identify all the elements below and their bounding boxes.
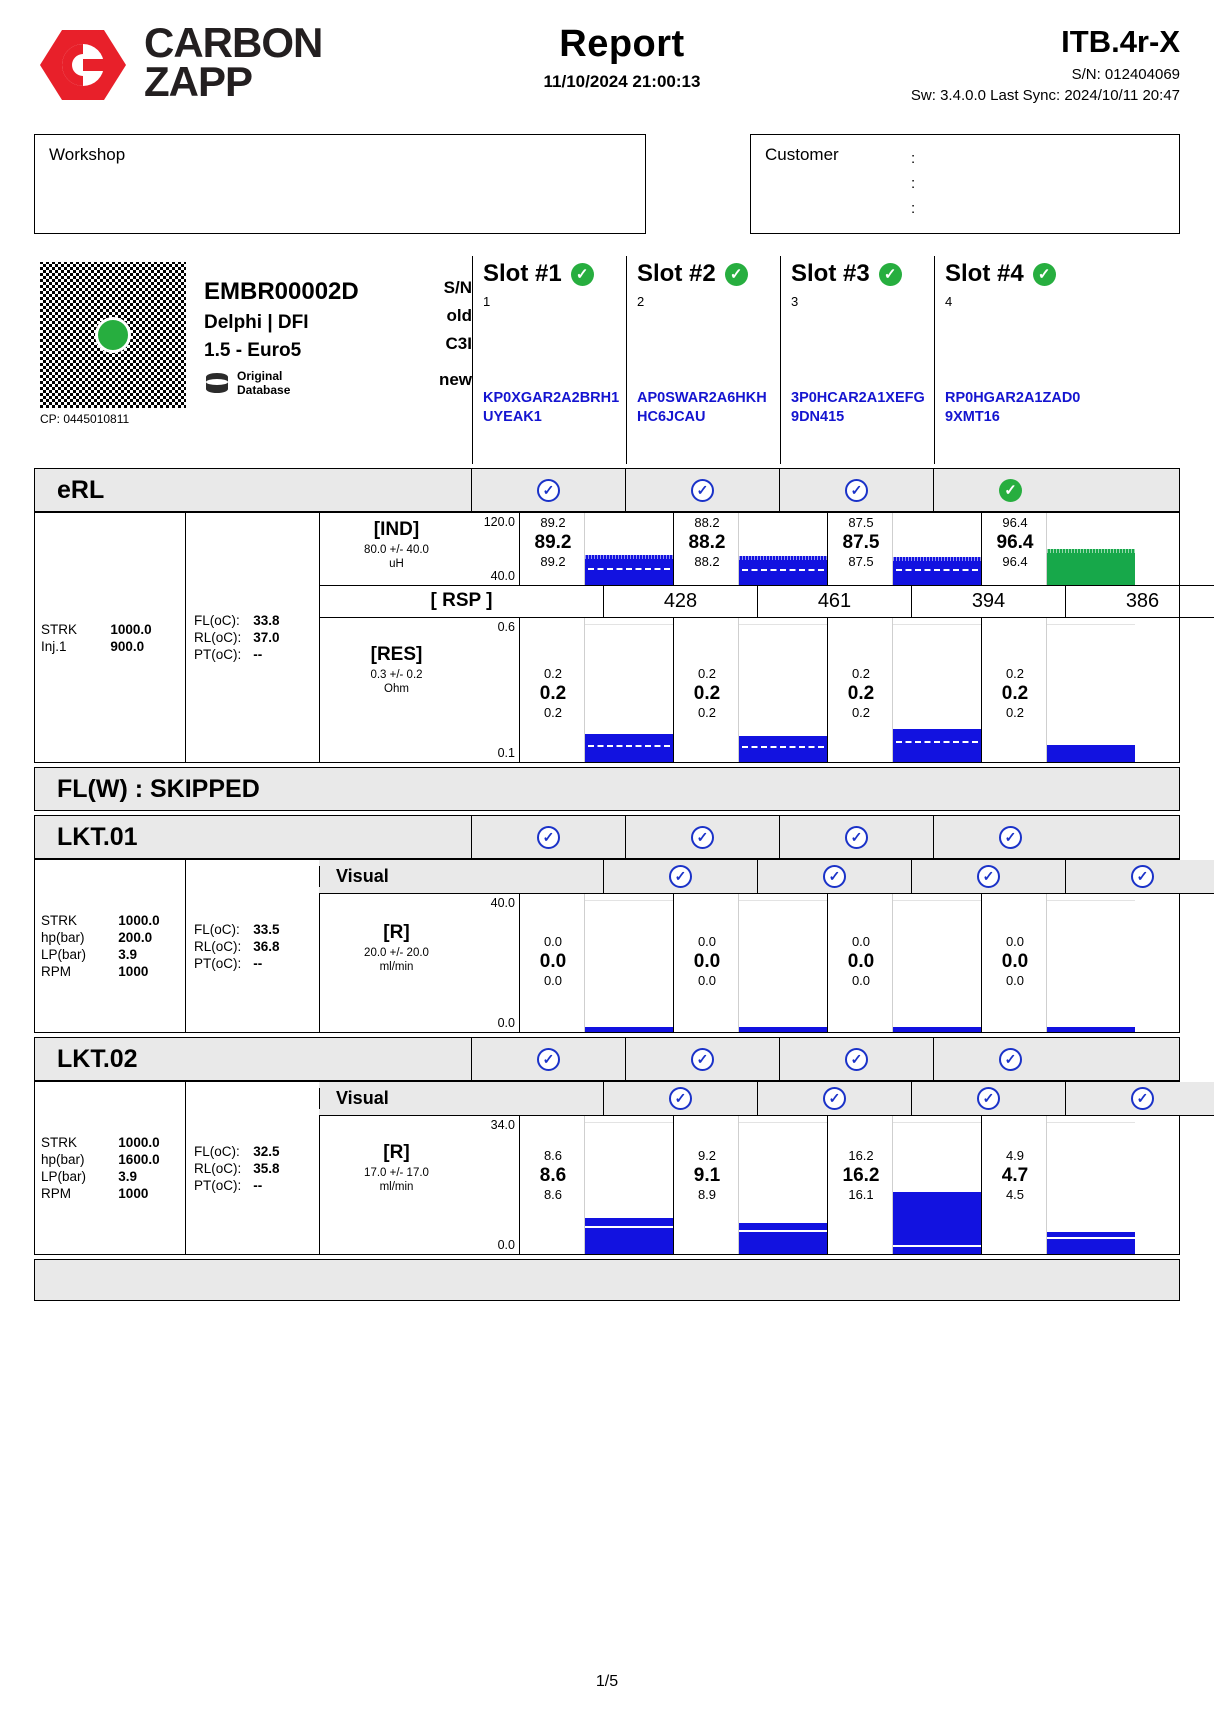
erl-rsp-value-4: 386: [1065, 586, 1214, 617]
customer-box: [750, 134, 1180, 234]
erl-temp-val-2: --: [253, 647, 263, 662]
erl-res-unit: Ohm: [384, 683, 409, 696]
lkt01-temp-val-1: 36.8: [253, 938, 280, 954]
database-icon: [204, 371, 230, 397]
erl-ind-lo-2: 88.2: [694, 554, 720, 570]
lkt02-status-slot-2: ✓: [625, 1038, 779, 1080]
lkt01-measurement-block: [34, 859, 1180, 1033]
identity-and-slots: [34, 256, 1180, 464]
slot-1-code: KP0XGAR2A2BRH1UYEAK1: [483, 389, 620, 426]
lkt02-temp-val-2: --: [253, 1177, 263, 1193]
erl-ind-hi-4: 96.4: [1002, 515, 1028, 530]
erl-res-hi-3: 0.2: [851, 666, 871, 681]
erl-temp-key-1: RL(oC):: [194, 630, 242, 645]
lkt01-visual-slot-1: ✓: [603, 860, 757, 893]
lkt02-visual-slot-3: ✓: [911, 1082, 1065, 1115]
erl-res-lo-2: 0.2: [697, 705, 717, 721]
slot-1-status-icon: ✓: [571, 263, 594, 286]
lkt01-mid-3: 0.0: [847, 950, 875, 972]
erl-ind-mid-4: 96.4: [996, 531, 1034, 553]
erl-rsp-row: [319, 585, 1214, 618]
erl-ind-chart-slot-2: [673, 513, 827, 585]
trailing-empty-band: [34, 1259, 1180, 1301]
erl-ind-unit: uH: [389, 558, 404, 571]
lkt02-hi-1: 8.6: [543, 1148, 563, 1163]
report-datetime: 11/10/2024 21:00:13: [543, 71, 701, 91]
erl-temps: [185, 513, 319, 762]
page-number: 1/5: [595, 1673, 619, 1690]
lkt01-param-key-2: LP(bar): [41, 947, 87, 962]
lkt01-lo-3: 0.0: [851, 973, 871, 989]
lkt01-hi-3: 0.0: [851, 934, 871, 949]
lkt01-hi-4: 0.0: [1005, 934, 1025, 949]
carbon-zapp-logo-icon: [34, 28, 130, 98]
section-lkt01-title: LKT.01: [57, 822, 138, 851]
erl-param-key-1: Inj.1: [41, 638, 67, 654]
lkt01-mid-4: 0.0: [1001, 950, 1029, 972]
slot-3-status-icon: ✓: [879, 263, 902, 286]
customer-dots: : : :: [911, 150, 916, 217]
c3i-label: C3I: [445, 334, 472, 353]
lkt01-visual-label: Visual: [319, 866, 603, 887]
device-model: ITB.4r-X: [1061, 24, 1180, 59]
lkt01-temps: [185, 860, 319, 1032]
lkt02-param-val-3: 1000: [118, 1186, 149, 1201]
cp-number: CP: 0445010811: [40, 412, 130, 426]
erl-res-mid-2: 0.2: [693, 682, 721, 704]
device-info: [780, 24, 1180, 104]
lkt02-hi-3: 16.2: [848, 1148, 874, 1163]
erl-ind-chart-slot-1: [519, 513, 673, 585]
lkt01-axis-top: 40.0: [490, 896, 515, 910]
lkt02-hi-4: 4.9: [1005, 1148, 1025, 1163]
erl-res-mid-4: 0.2: [1001, 682, 1029, 704]
lkt01-param-val-3: 1000: [118, 964, 149, 979]
lkt02-temp-key-2: PT(oC):: [194, 1177, 242, 1193]
slot-2-number: 2: [637, 294, 645, 309]
slot-4-code: RP0HGAR2A1ZAD09XMT16: [945, 389, 1081, 426]
erl-temp-key-0: FL(oC):: [194, 613, 240, 628]
slot-3-code: 3P0HCAR2A1XEFG9DN415: [791, 389, 925, 426]
lkt02-lo-3: 16.1: [848, 1187, 874, 1203]
lkt02-status-slot-1: ✓: [471, 1038, 625, 1080]
lkt01-temp-val-2: --: [253, 955, 263, 971]
part-info: [204, 262, 472, 398]
lkt01-visual-slot-3: ✓: [911, 860, 1065, 893]
lkt01-temp-val-0: 33.5: [253, 921, 280, 937]
lkt01-param-key-1: hp(bar): [41, 930, 85, 945]
erl-res-axis: [473, 618, 519, 762]
lkt01-chart-slot-2: [673, 894, 827, 1032]
lkt02-params: [35, 1082, 185, 1254]
erl-ind-hi-3: 87.5: [848, 515, 874, 530]
lkt01-visual-slot-2: ✓: [757, 860, 911, 893]
lkt01-lo-4: 0.0: [1005, 973, 1025, 989]
lkt01-param-val-1: 200.0: [118, 930, 153, 945]
lkt02-chart-slot-1: [519, 1116, 673, 1254]
slot-3-number: 3: [791, 294, 799, 309]
device-software: Sw: 3.4.0.0 Last Sync: 2024/10/11 20:47: [910, 87, 1180, 104]
erl-res-axis-top: 0.6: [497, 620, 515, 634]
lkt02-param-key-0: STRK: [41, 1135, 78, 1150]
report-body: [34, 256, 1180, 1301]
erl-param-val-0: 1000.0: [110, 621, 152, 637]
lkt02-meas-unit: ml/min: [379, 1181, 414, 1194]
erl-ind-axis: [473, 513, 519, 585]
lkt02-temp-key-0: FL(oC):: [194, 1143, 240, 1159]
lkt02-param-val-0: 1000.0: [118, 1135, 160, 1150]
erl-params: [35, 513, 185, 762]
lkt02-temp-val-1: 35.8: [253, 1160, 280, 1176]
lkt01-status-slot-2: ✓: [625, 816, 779, 858]
lkt01-status-slot-3: ✓: [779, 816, 933, 858]
erl-ind-lo-3: 87.5: [848, 554, 874, 570]
slot-2-status-icon: ✓: [725, 263, 748, 286]
erl-res-hi-2: 0.2: [697, 666, 717, 681]
erl-res-mid-1: 0.2: [539, 682, 567, 704]
erl-res-chart-slot-1: [519, 618, 673, 762]
erl-temp-val-1: 37.0: [253, 630, 280, 645]
workshop-box: [34, 134, 646, 234]
lkt01-temp-key-1: RL(oC):: [194, 938, 242, 954]
erl-status-slot-3: ✓: [779, 469, 933, 511]
section-erl-band: [34, 468, 1180, 512]
slot-4-number: 4: [945, 294, 953, 309]
lkt01-chart-slot-4: [981, 894, 1135, 1032]
section-lkt01-band: [34, 815, 1180, 859]
sn-label: S/N: [443, 278, 472, 297]
page-title: Report: [559, 23, 685, 65]
lkt02-chart-slot-2: [673, 1116, 827, 1254]
lkt02-axis-bottom: 0.0: [497, 1238, 515, 1252]
lkt01-mid-1: 0.0: [539, 950, 567, 972]
erl-ind-chart-slot-3: [827, 513, 981, 585]
erl-ind-tol: 80.0 +/- 40.0: [364, 544, 429, 556]
lkt02-temp-key-1: RL(oC):: [194, 1160, 242, 1176]
lkt01-meas-name: [R]: [383, 922, 410, 943]
erl-ind-chart-slot-4: [981, 513, 1135, 585]
lkt01-param-key-0: STRK: [41, 913, 78, 928]
workshop-label: Workshop: [49, 145, 126, 164]
workshop-customer-row: [34, 134, 1180, 234]
erl-res-chart-slot-2: [673, 618, 827, 762]
lkt01-visual-slot-4: ✓: [1065, 860, 1214, 893]
erl-res-tol: 0.3 +/- 0.2: [370, 669, 423, 681]
lkt01-temp-key-2: PT(oC):: [194, 955, 242, 971]
lkt02-mid-4: 4.7: [1001, 1164, 1029, 1186]
page-header: [34, 0, 1180, 112]
erl-ind-mid-3: 87.5: [842, 531, 880, 553]
lkt01-axis: [473, 894, 519, 1032]
db-line2: Database: [237, 382, 291, 397]
lkt02-param-val-2: 3.9: [118, 1169, 138, 1184]
erl-ind-name: [IND]: [373, 519, 420, 540]
lkt01-params: [35, 860, 185, 1032]
erl-ind-lo-4: 96.4: [1002, 554, 1028, 570]
erl-res-chart-slot-4: [981, 618, 1135, 762]
lkt01-hi-2: 0.0: [697, 934, 717, 949]
erl-ind-hi-1: 89.2: [540, 515, 566, 530]
erl-res-lo-1: 0.2: [543, 705, 563, 721]
brand-name-line1: CARBON: [144, 19, 323, 66]
lkt01-lo-1: 0.0: [543, 973, 563, 989]
erl-ind-lo-1: 89.2: [540, 554, 566, 570]
lkt01-hi-1: 0.0: [543, 934, 563, 949]
lkt02-visual-slot-1: ✓: [603, 1082, 757, 1115]
erl-ind-axis-bottom: 40.0: [490, 569, 515, 583]
lkt02-measurement-block: [34, 1081, 1180, 1255]
slot-2-code: AP0SWAR2A6HKHHC6JCAU: [637, 389, 767, 426]
lkt01-param-val-2: 3.9: [118, 947, 138, 962]
erl-res-axis-bottom: 0.1: [497, 746, 515, 760]
lkt01-status-slot-1: ✓: [471, 816, 625, 858]
identity-block: [34, 256, 472, 464]
lkt02-lo-4: 4.5: [1005, 1187, 1025, 1203]
erl-rsp-label: [ RSP ]: [319, 586, 603, 617]
lkt02-param-val-1: 1600.0: [118, 1152, 160, 1167]
erl-status-slot-4: ✓: [933, 469, 1087, 511]
erl-status-slot-2: ✓: [625, 469, 779, 511]
lkt01-meas-unit: ml/min: [379, 961, 414, 974]
lkt01-temp-key-0: FL(oC):: [194, 921, 240, 937]
lkt02-mid-1: 8.6: [539, 1164, 567, 1186]
lkt02-axis: [473, 1116, 519, 1254]
section-flw-band: [34, 767, 1180, 811]
lkt02-visual-row: [319, 1082, 1214, 1116]
lkt01-param-val-0: 1000.0: [118, 913, 160, 928]
lkt02-meas-name: [R]: [383, 1142, 410, 1163]
erl-res-lo-4: 0.2: [1005, 705, 1025, 721]
slot-2-name: Slot #2: [637, 260, 716, 287]
erl-rsp-value-2: 461: [757, 586, 911, 617]
customer-label: Customer: [765, 145, 839, 164]
erl-res-chart-slot-3: [827, 618, 981, 762]
section-flw-title: FL(W) : SKIPPED: [57, 774, 260, 803]
lkt02-chart-slot-3: [827, 1116, 981, 1254]
part-code: EMBR00002D: [204, 278, 359, 305]
slot-4-name: Slot #4: [945, 260, 1024, 287]
lkt01-chart-slot-1: [519, 894, 673, 1032]
slot-3-name: Slot #3: [791, 260, 870, 287]
part-maker: Delphi | DFI: [204, 312, 309, 333]
erl-ind-hi-2: 88.2: [694, 515, 720, 530]
erl-res-lo-3: 0.2: [851, 705, 871, 721]
lkt01-visual-row: [319, 860, 1214, 894]
erl-res-hi-1: 0.2: [543, 666, 563, 681]
old-label: old: [446, 306, 472, 325]
lkt01-axis-bottom: 0.0: [497, 1016, 515, 1030]
lkt02-temp-val-0: 32.5: [253, 1143, 280, 1159]
slot-4-status-icon: ✓: [1033, 263, 1056, 286]
qr-code-icon: [40, 262, 186, 408]
slot-1-number: 1: [483, 294, 491, 309]
lkt02-axis-top: 34.0: [490, 1118, 515, 1132]
lkt02-param-key-2: LP(bar): [41, 1169, 87, 1184]
erl-ind-mid-2: 88.2: [688, 531, 726, 553]
erl-param-key-0: STRK: [41, 621, 78, 637]
lkt02-status-slot-4: ✓: [933, 1038, 1087, 1080]
slot-header-2: [626, 256, 780, 464]
part-spec: 1.5 - Euro5: [204, 340, 302, 361]
lkt02-lo-2: 8.9: [697, 1187, 717, 1203]
erl-temp-val-0: 33.8: [253, 613, 280, 628]
section-lkt02-band: [34, 1037, 1180, 1081]
lkt02-hi-2: 9.2: [697, 1148, 717, 1163]
lkt01-mid-2: 0.0: [693, 950, 721, 972]
erl-ind-mid-1: 89.2: [534, 531, 572, 553]
section-lkt02-title: LKT.02: [57, 1044, 138, 1073]
lkt02-visual-label: Visual: [319, 1088, 603, 1109]
erl-rsp-value-1: 428: [603, 586, 757, 617]
erl-res-hi-4: 0.2: [1005, 666, 1025, 681]
slot-header-3: [780, 256, 934, 464]
lkt02-param-key-1: hp(bar): [41, 1152, 85, 1167]
new-label: new: [438, 369, 472, 389]
lkt02-chart-slot-4: [981, 1116, 1135, 1254]
report-title-block: [464, 24, 780, 92]
slot-header-1: [472, 256, 626, 464]
erl-res-mid-3: 0.2: [847, 682, 875, 704]
slot-1-name: Slot #1: [483, 260, 562, 287]
lkt01-lo-2: 0.0: [697, 973, 717, 989]
lkt02-status-slot-3: ✓: [779, 1038, 933, 1080]
lkt02-mid-3: 16.2: [842, 1164, 880, 1186]
section-erl-title: eRL: [57, 475, 105, 504]
lkt02-visual-slot-2: ✓: [757, 1082, 911, 1115]
db-line1: Original: [237, 369, 283, 383]
erl-measurement-block: [34, 512, 1180, 763]
erl-ind-axis-top: 120.0: [483, 515, 515, 529]
lkt02-temps: [185, 1082, 319, 1254]
device-serial: S/N: 012404069: [1071, 66, 1180, 83]
brand-name-line2: ZAPP: [144, 57, 253, 105]
lkt02-visual-slot-4: ✓: [1065, 1082, 1214, 1115]
erl-param-val-1: 900.0: [110, 638, 145, 654]
erl-temp-key-2: PT(oC):: [194, 647, 242, 662]
lkt01-param-key-3: RPM: [41, 964, 71, 979]
lkt02-lo-1: 8.6: [543, 1187, 563, 1203]
lkt02-param-key-3: RPM: [41, 1186, 71, 1201]
lkt01-chart-slot-3: [827, 894, 981, 1032]
erl-res-name: [RES]: [370, 644, 423, 665]
lkt02-mid-2: 9.1: [693, 1164, 721, 1186]
lkt02-meas-tol: 17.0 +/- 17.0: [364, 1167, 429, 1179]
erl-status-slot-1: ✓: [471, 469, 625, 511]
lkt01-status-slot-4: ✓: [933, 816, 1087, 858]
slot-header-4: [934, 256, 1088, 464]
lkt01-meas-tol: 20.0 +/- 20.0: [364, 947, 429, 959]
brand-logo: [34, 19, 464, 105]
erl-rsp-value-3: 394: [911, 586, 1065, 617]
